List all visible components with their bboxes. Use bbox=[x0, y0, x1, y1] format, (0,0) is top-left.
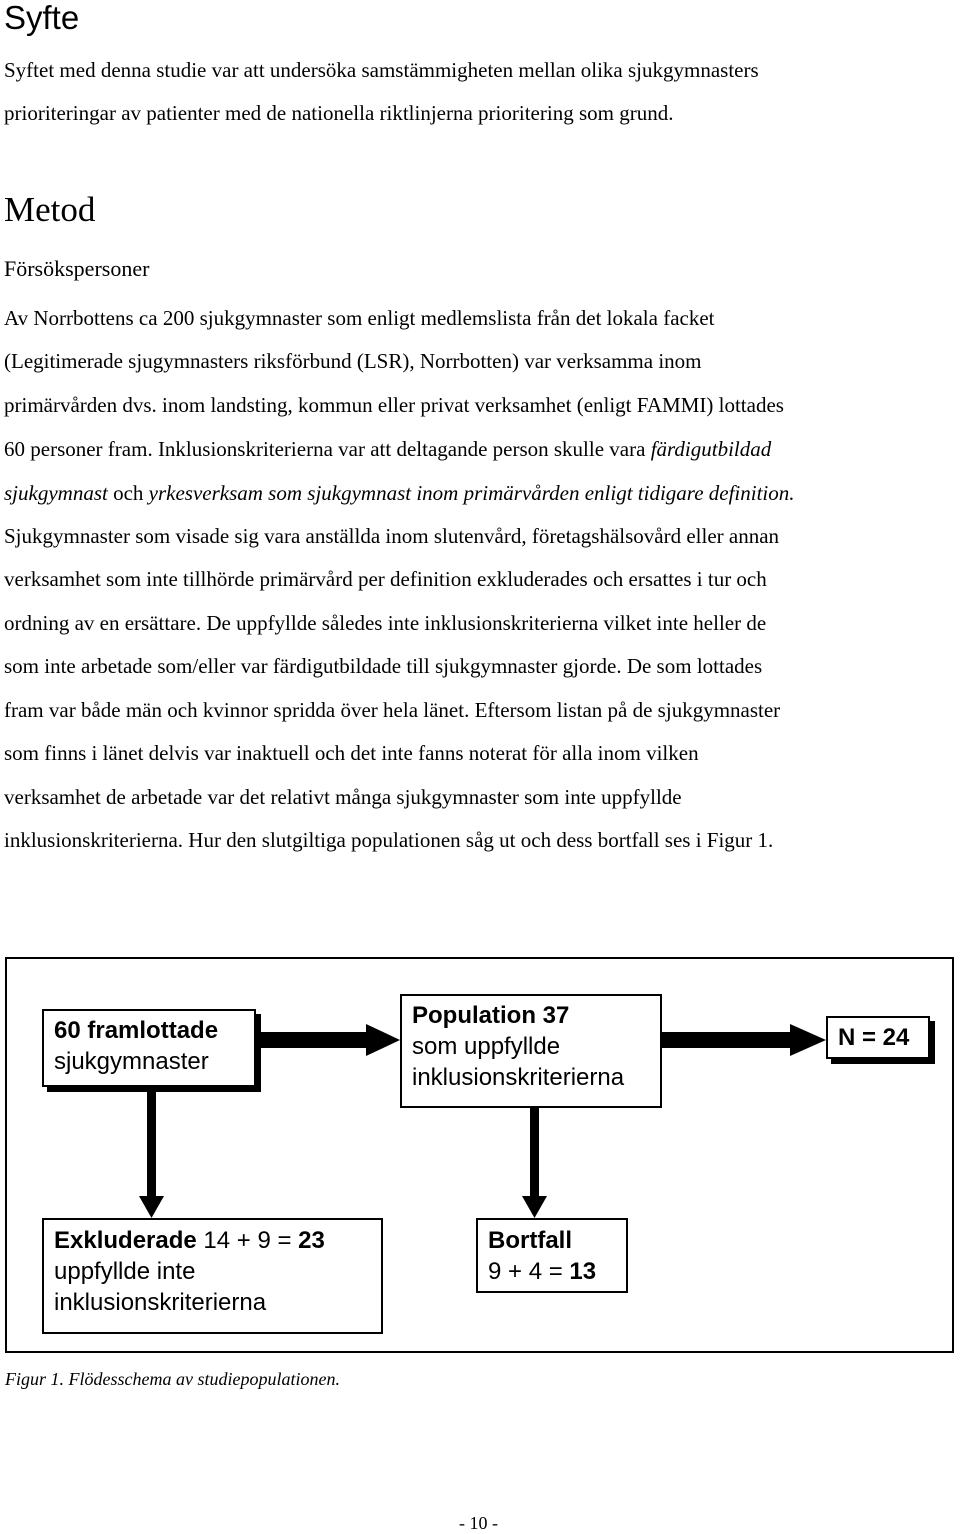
box-title: Bortfall bbox=[488, 1227, 572, 1254]
arrow-right bbox=[256, 1024, 400, 1056]
box-title: 60 framlottade bbox=[54, 1017, 219, 1044]
text-line: inklusionskriterierna. Hur den slutgiltiga populationen såg ut och dess bortfall ses i Figur 1. bbox=[4, 828, 774, 852]
box-text: 14 + 9 = bbox=[196, 1227, 299, 1254]
text-line: fram var både män och kvinnor spridda över hela länet. Eftersom listan på de sjukgymnaster bbox=[4, 698, 781, 722]
text-line: prioriteringar av patienter med de nationella riktlinjerna prioritering som grund. bbox=[4, 101, 674, 125]
box-text: sjukgymnaster bbox=[54, 1048, 209, 1075]
text-line: primärvården dvs. inom landsting, kommun eller privat verksamhet (enligt FAMMI) lottades bbox=[4, 393, 784, 417]
box-population bbox=[400, 994, 662, 1108]
arrow-down bbox=[139, 1088, 164, 1218]
box-line bbox=[54, 1225, 381, 1256]
figure-caption: Figur 1. Flödesschema av studiepopulationen. bbox=[5, 1369, 340, 1389]
italic-text: sjukgymnast bbox=[4, 481, 108, 505]
text-line: som inte arbetade som/eller var färdigutbildade till sjukgymnaster gjorde. De som lottades bbox=[4, 654, 763, 678]
text-line: verksamhet som inte tillhörde primärvård per definition exkluderades och ersattes i tur och bbox=[4, 567, 767, 591]
box-title: Population 37 bbox=[412, 1002, 570, 1029]
box-bortfall bbox=[476, 1218, 628, 1293]
text-line: Sjukgymnaster som visade sig vara anställda inom slutenvård, företagshälsovård eller annan bbox=[4, 524, 780, 548]
italic-text: yrkesverksam som sjukgymnast inom primärvården enligt tidigare definition. bbox=[148, 481, 795, 505]
box-line bbox=[488, 1256, 626, 1287]
text-run: 60 personer fram. Inklusionskriterierna var att deltagande person skulle vara bbox=[4, 437, 651, 461]
box-n bbox=[826, 1016, 930, 1059]
box-text: inklusionskriterierna bbox=[412, 1064, 625, 1091]
box-title: N = 24 bbox=[838, 1024, 910, 1051]
section-heading-metod: Metod bbox=[4, 190, 96, 229]
box-framlottade bbox=[42, 1009, 256, 1087]
box-text: uppfyllde inte bbox=[54, 1258, 196, 1285]
box-exkluderade bbox=[42, 1218, 383, 1334]
section-heading-syfte: Syfte bbox=[4, 0, 80, 36]
box-text: inklusionskriterierna bbox=[54, 1289, 267, 1316]
page-number: - 10 - bbox=[459, 1513, 498, 1533]
text-line: som finns i länet delvis var inaktuell och det inte fanns noterat för alla inom vilken bbox=[4, 741, 699, 765]
subheading-forsokspersoner: Försökspersoner bbox=[4, 256, 150, 281]
arrow-right bbox=[662, 1024, 826, 1056]
text-line: Av Norrbottens ca 200 sjukgymnaster som enligt medlemslista från det lokala facket bbox=[4, 306, 715, 330]
text-line: (Legitimerade sjugymnasters riksförbund (LSR), Norrbotten) var verksamma inom bbox=[4, 349, 702, 373]
text-run: och bbox=[107, 481, 149, 505]
box-result: 23 bbox=[298, 1227, 325, 1254]
box-text: som uppfyllde bbox=[412, 1033, 561, 1060]
arrow-down bbox=[522, 1108, 547, 1218]
text-line: verksamhet de arbetade var det relativt många sjukgymnaster som inte uppfyllde bbox=[4, 785, 682, 809]
italic-text: färdigutbildad bbox=[650, 437, 772, 461]
text-line: ordning av en ersättare. De uppfyllde således inte inklusionskriterierna vilket inte heller de bbox=[4, 611, 767, 635]
box-result: 13 bbox=[569, 1258, 597, 1285]
box-title: Exkluderade bbox=[54, 1227, 197, 1254]
box-text: 9 + 4 = bbox=[488, 1258, 570, 1285]
text-line: Syftet med denna studie var att undersöka samstämmigheten mellan olika sjukgymnasters bbox=[4, 58, 759, 82]
